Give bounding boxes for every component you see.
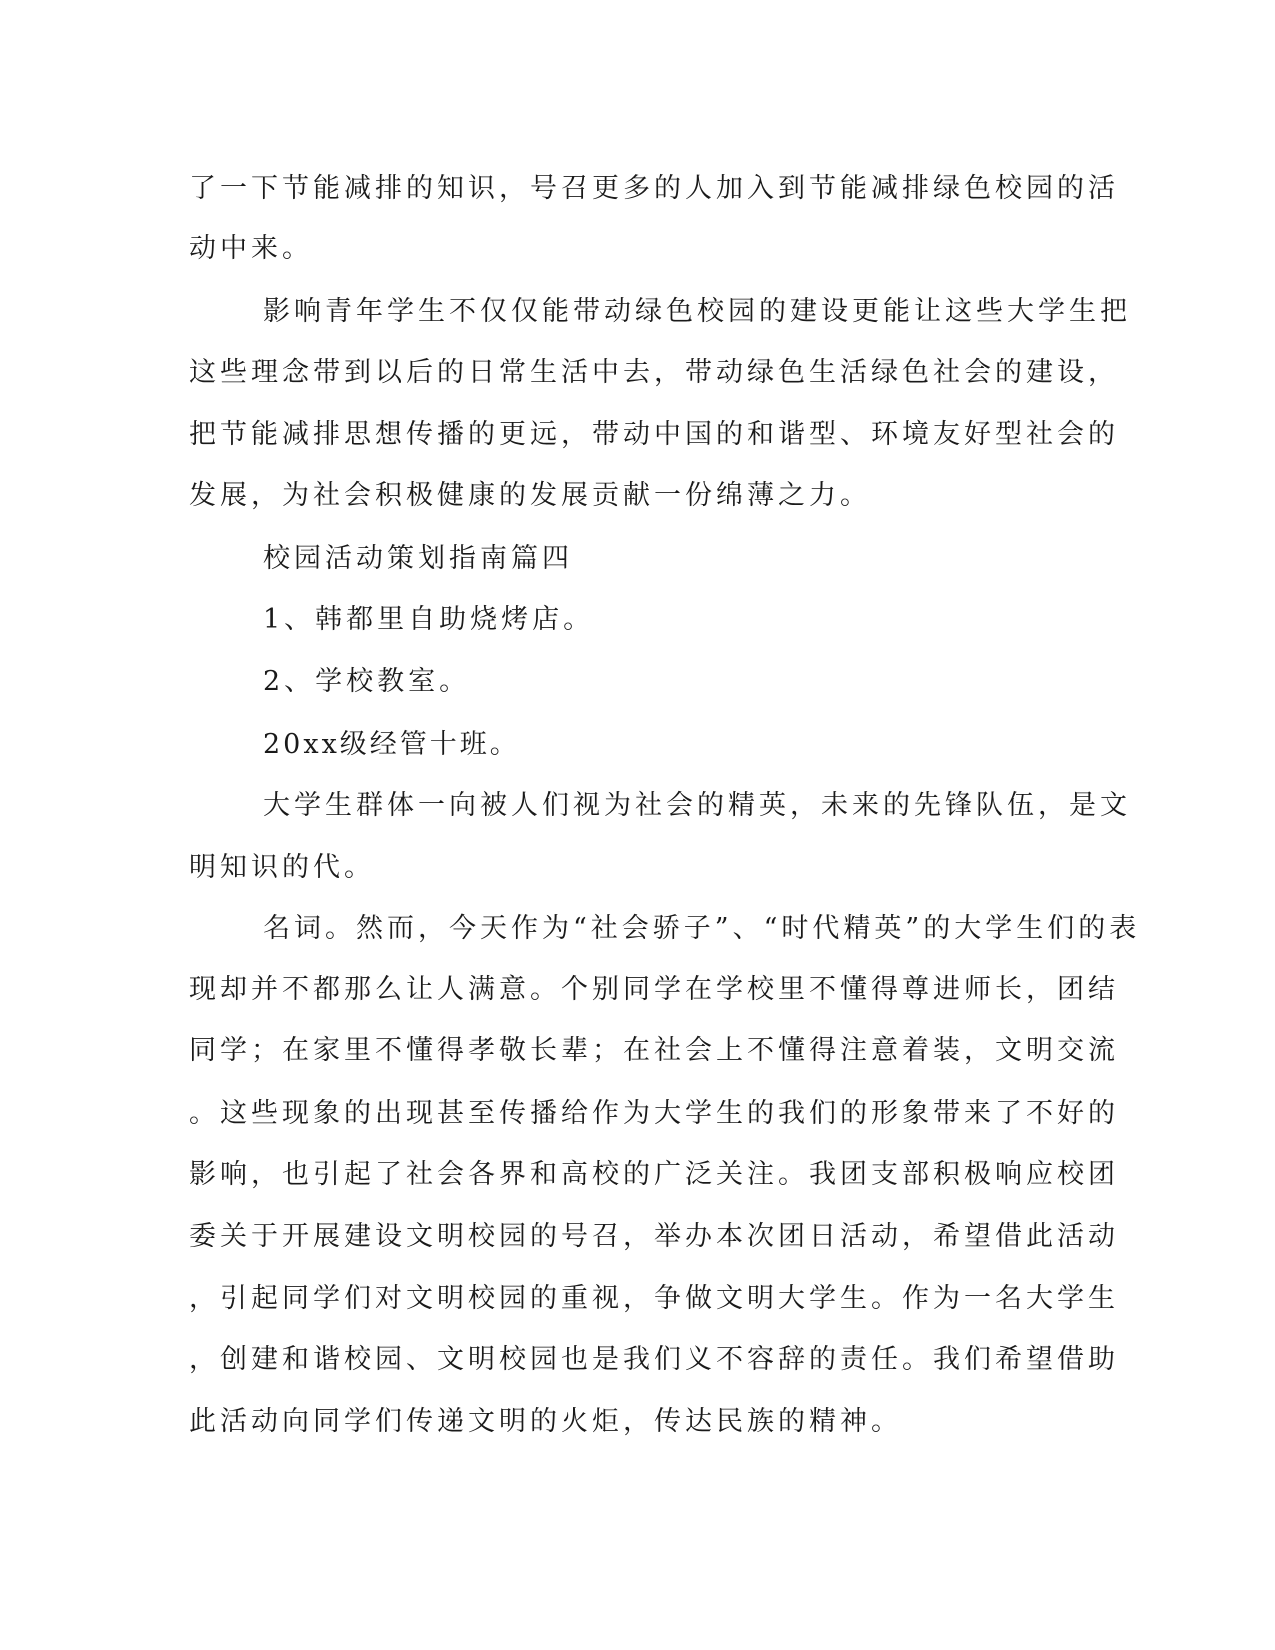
text-line: ，引起同学们对文明校园的重视，争做文明大学生。作为一名大学生 [189, 1283, 1119, 1314]
text-line: 影响青年学生不仅仅能带动绿色校园的建设更能让这些大学生把 [263, 296, 1131, 327]
text-line: 名词。然而，今天作为“社会骄子”、“时代精英”的大学生们的表 [263, 913, 1141, 944]
text-line: 明知识的代。 [189, 852, 375, 883]
text-line: 发展，为社会积极健康的发展贡献一份绵薄之力。 [189, 480, 871, 511]
text-line: 动中来。 [189, 233, 313, 264]
text-line: ，创建和谐校园、文明校园也是我们义不容辞的责任。我们希望借助 [189, 1344, 1119, 1375]
text-line: 同学；在家里不懂得孝敬长辈；在社会上不懂得注意着装，文明交流 [189, 1035, 1119, 1066]
text-line: 委关于开展建设文明校园的号召，举办本次团日活动，希望借此活动 [189, 1221, 1119, 1252]
text-line: 。这些现象的出现甚至传播给作为大学生的我们的形象带来了不好的 [189, 1098, 1119, 1129]
text-line: 此活动向同学们传递文明的火炬，传达民族的精神。 [189, 1406, 902, 1437]
text-line: 了一下节能减排的知识，号召更多的人加入到节能减排绿色校园的活 [189, 173, 1119, 204]
list-item: 1、韩都里自助烧烤店。 [263, 604, 595, 635]
text-line: 影响，也引起了社会各界和高校的广泛关注。我团支部积极响应校团 [189, 1159, 1119, 1190]
section-heading: 校园活动策划指南篇四 [263, 543, 573, 574]
text-line: 把节能减排思想传播的更远，带动中国的和谐型、环境友好型社会的 [189, 419, 1119, 450]
text-line: 大学生群体一向被人们视为社会的精英，未来的先锋队伍，是文 [263, 790, 1131, 821]
text-line: 20xx级经管十班。 [263, 729, 520, 760]
text-line: 现却并不都那么让人满意。个别同学在学校里不懂得尊进师长，团结 [189, 974, 1119, 1005]
list-item: 2、学校教室。 [263, 666, 471, 697]
text-line: 这些理念带到以后的日常生活中去，带动绿色生活绿色社会的建设， [189, 357, 1119, 388]
